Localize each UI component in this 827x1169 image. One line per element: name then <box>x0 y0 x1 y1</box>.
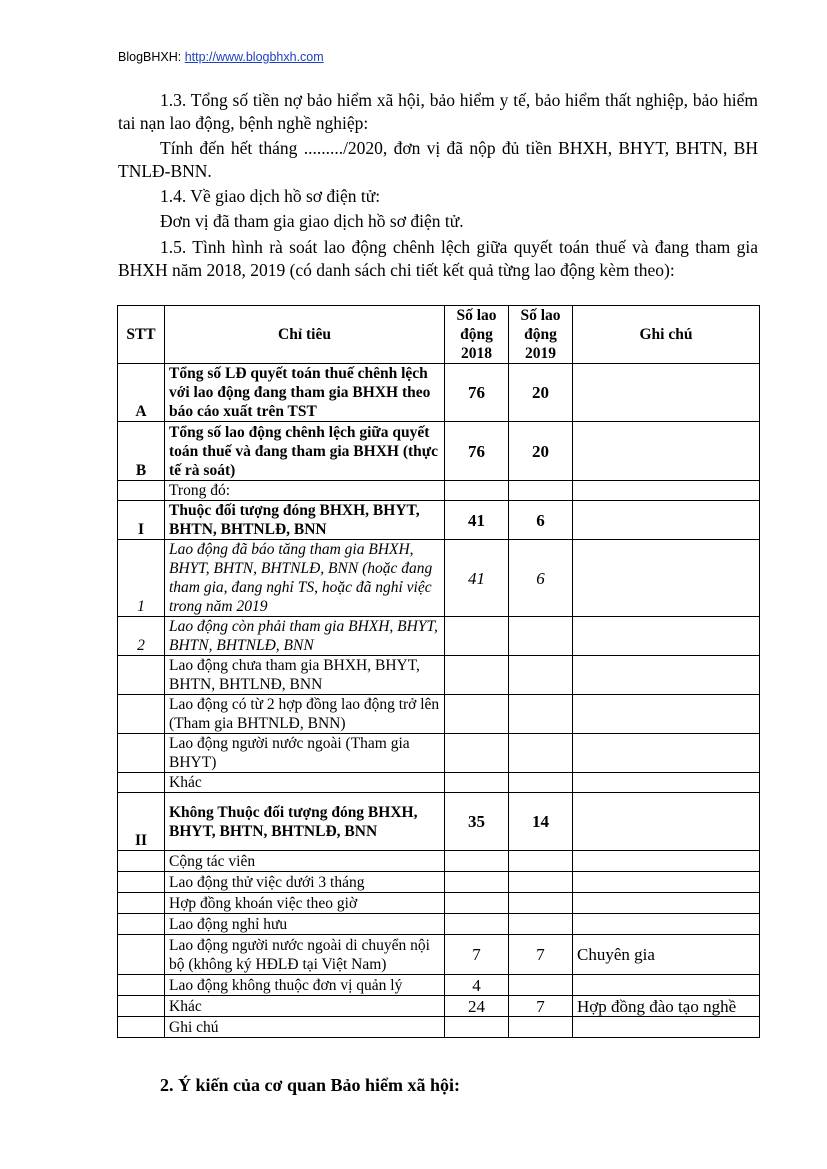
row-stt: B <box>118 422 165 481</box>
paragraph-1-3-detail: Tính đến hết tháng ........./2020, đơn vị đã nộp đủ tiền BHXH, BHYT, BHTN, BH TNLĐ-BNN. <box>118 138 758 181</box>
labor-review-table <box>117 305 760 1038</box>
row-2019 <box>509 481 573 501</box>
header-ghichu: Ghi chú <box>573 306 760 364</box>
header-2018: Số lao động 2018 <box>445 306 509 364</box>
paragraph-1-5: 1.5. Tình hình rà soát lao động chênh lệch giữa quyết toán thuế và đang tham gia BHXH năm 2018, 2019 (có danh sách chi tiết kết quả từng lao động kèm theo): <box>118 237 758 280</box>
row-stt <box>118 734 165 773</box>
header-2019: Số lao động 2019 <box>509 306 573 364</box>
row-note <box>573 872 760 893</box>
table-row <box>118 935 760 975</box>
table-row <box>118 872 760 893</box>
row-note <box>573 773 760 793</box>
row-2019 <box>509 695 573 734</box>
header-stt: STT <box>118 306 165 364</box>
table-row <box>118 851 760 872</box>
row-stt: I <box>118 501 165 540</box>
row-label: Lao động còn phải tham gia BHXH, BHYT, BHTN, BHTNLĐ, BNN <box>165 617 445 656</box>
row-2019 <box>509 893 573 914</box>
row-2018 <box>445 695 509 734</box>
row-label: Lao động người nước ngoài (Tham gia BHYT) <box>165 734 445 773</box>
header-link[interactable]: http://www.blogbhxh.com <box>184 50 324 64</box>
table-row <box>118 422 760 481</box>
row-2018 <box>445 481 509 501</box>
row-2018: 7 <box>445 935 509 975</box>
row-2018 <box>445 734 509 773</box>
row-2019 <box>509 617 573 656</box>
row-2019 <box>509 734 573 773</box>
row-2018 <box>445 893 509 914</box>
row-label: Tổng số LĐ quyết toán thuế chênh lệch với lao động đang tham gia BHXH theo báo cáo xuất trên TST <box>165 364 445 422</box>
row-stt: A <box>118 364 165 422</box>
row-note <box>573 734 760 773</box>
row-2019 <box>509 773 573 793</box>
page-header <box>118 50 324 64</box>
table-row <box>118 617 760 656</box>
row-note <box>573 501 760 540</box>
row-label: Lao động nghỉ hưu <box>165 914 445 935</box>
row-stt <box>118 695 165 734</box>
row-note <box>573 1017 760 1038</box>
table-row <box>118 734 760 773</box>
row-label: Không Thuộc đối tượng đóng BHXH, BHYT, BHTN, BHTNLĐ, BNN <box>165 793 445 851</box>
row-note <box>573 975 760 996</box>
row-stt <box>118 1017 165 1038</box>
table-row <box>118 975 760 996</box>
row-label: Lao động đã báo tăng tham gia BHXH, BHYT, BHTN, BHTNLĐ, BNN (hoặc đang tham gia, đang nghỉ TS, hoặc đã nghỉ việc trong năm 2019 <box>165 540 445 617</box>
row-2018: 41 <box>445 540 509 617</box>
paragraph-1-4-detail: Đơn vị đã tham gia giao dịch hồ sơ điện tử. <box>160 211 464 231</box>
row-stt <box>118 773 165 793</box>
row-note <box>573 851 760 872</box>
row-2019: 14 <box>509 793 573 851</box>
row-stt <box>118 893 165 914</box>
row-2018 <box>445 656 509 695</box>
row-2018 <box>445 872 509 893</box>
row-note <box>573 364 760 422</box>
table-row <box>118 656 760 695</box>
row-2019: 6 <box>509 501 573 540</box>
row-2018: 76 <box>445 364 509 422</box>
row-stt <box>118 914 165 935</box>
row-note <box>573 617 760 656</box>
header-chitieu: Chỉ tiêu <box>165 306 445 364</box>
row-note <box>573 893 760 914</box>
row-stt: 2 <box>118 617 165 656</box>
row-2018 <box>445 914 509 935</box>
row-2018: 76 <box>445 422 509 481</box>
row-stt <box>118 996 165 1017</box>
row-label: Ghi chú <box>165 1017 445 1038</box>
table-row <box>118 1017 760 1038</box>
row-label: Tổng số lao động chênh lệch giữa quyết toán thuế và đang tham gia BHXH (thực tế rà soát) <box>165 422 445 481</box>
table-row <box>118 364 760 422</box>
row-stt <box>118 975 165 996</box>
row-note <box>573 656 760 695</box>
table-row <box>118 793 760 851</box>
row-label: Lao động có từ 2 hợp đồng lao động trở lên (Tham gia BHTNLĐ, BNN) <box>165 695 445 734</box>
row-2019: 6 <box>509 540 573 617</box>
row-2018 <box>445 1017 509 1038</box>
row-note: Hợp đồng đào tạo nghề <box>573 996 760 1017</box>
paragraph-1-3: 1.3. Tổng số tiền nợ bảo hiểm xã hội, bảo hiểm y tế, bảo hiểm thất nghiệp, bảo hiểm tai nạn lao động, bệnh nghề nghiệp: <box>118 90 758 133</box>
paragraph-1-4: 1.4. Về giao dịch hồ sơ điện tử: <box>160 186 381 206</box>
table-row <box>118 540 760 617</box>
row-stt <box>118 851 165 872</box>
row-2019 <box>509 975 573 996</box>
row-note: Chuyên gia <box>573 935 760 975</box>
table-row <box>118 893 760 914</box>
row-stt: 1 <box>118 540 165 617</box>
row-2019 <box>509 872 573 893</box>
table-row <box>118 695 760 734</box>
row-2019 <box>509 851 573 872</box>
section-2-heading: 2. Ý kiến của cơ quan Bảo hiểm xã hội: <box>160 1075 461 1095</box>
row-note <box>573 422 760 481</box>
row-label: Lao động chưa tham gia BHXH, BHYT, BHTN, BHTLNĐ, BNN <box>165 656 445 695</box>
row-label: Lao động người nước ngoài di chuyển nội bộ (không ký HĐLĐ tại Việt Nam) <box>165 935 445 975</box>
row-stt <box>118 656 165 695</box>
row-note <box>573 914 760 935</box>
row-label: Trong đó: <box>165 481 445 501</box>
row-label: Lao động không thuộc đơn vị quản lý <box>165 975 445 996</box>
table-row <box>118 914 760 935</box>
row-2019 <box>509 914 573 935</box>
row-2018: 4 <box>445 975 509 996</box>
row-note <box>573 481 760 501</box>
row-label: Khác <box>165 773 445 793</box>
table-row <box>118 996 760 1017</box>
table-row <box>118 773 760 793</box>
row-note <box>573 540 760 617</box>
row-2019 <box>509 1017 573 1038</box>
row-2018 <box>445 851 509 872</box>
row-label: Khác <box>165 996 445 1017</box>
row-2019: 7 <box>509 996 573 1017</box>
row-2019: 20 <box>509 364 573 422</box>
row-stt <box>118 935 165 975</box>
table-row <box>118 501 760 540</box>
row-label: Cộng tác viên <box>165 851 445 872</box>
row-2018: 24 <box>445 996 509 1017</box>
row-stt: II <box>118 793 165 851</box>
row-note <box>573 793 760 851</box>
row-2019: 20 <box>509 422 573 481</box>
row-2019 <box>509 656 573 695</box>
row-2018: 41 <box>445 501 509 540</box>
row-label: Hợp đồng khoán việc theo giờ <box>165 893 445 914</box>
row-label: Lao động thử việc dưới 3 tháng <box>165 872 445 893</box>
row-2019: 7 <box>509 935 573 975</box>
table-header-row <box>118 306 760 364</box>
header-prefix: BlogBHXH: <box>118 50 185 64</box>
row-note <box>573 695 760 734</box>
row-2018 <box>445 773 509 793</box>
row-label: Thuộc đối tượng đóng BHXH, BHYT, BHTN, BHTNLĐ, BNN <box>165 501 445 540</box>
table-row <box>118 481 760 501</box>
row-2018: 35 <box>445 793 509 851</box>
row-stt <box>118 481 165 501</box>
row-stt <box>118 872 165 893</box>
row-2018 <box>445 617 509 656</box>
